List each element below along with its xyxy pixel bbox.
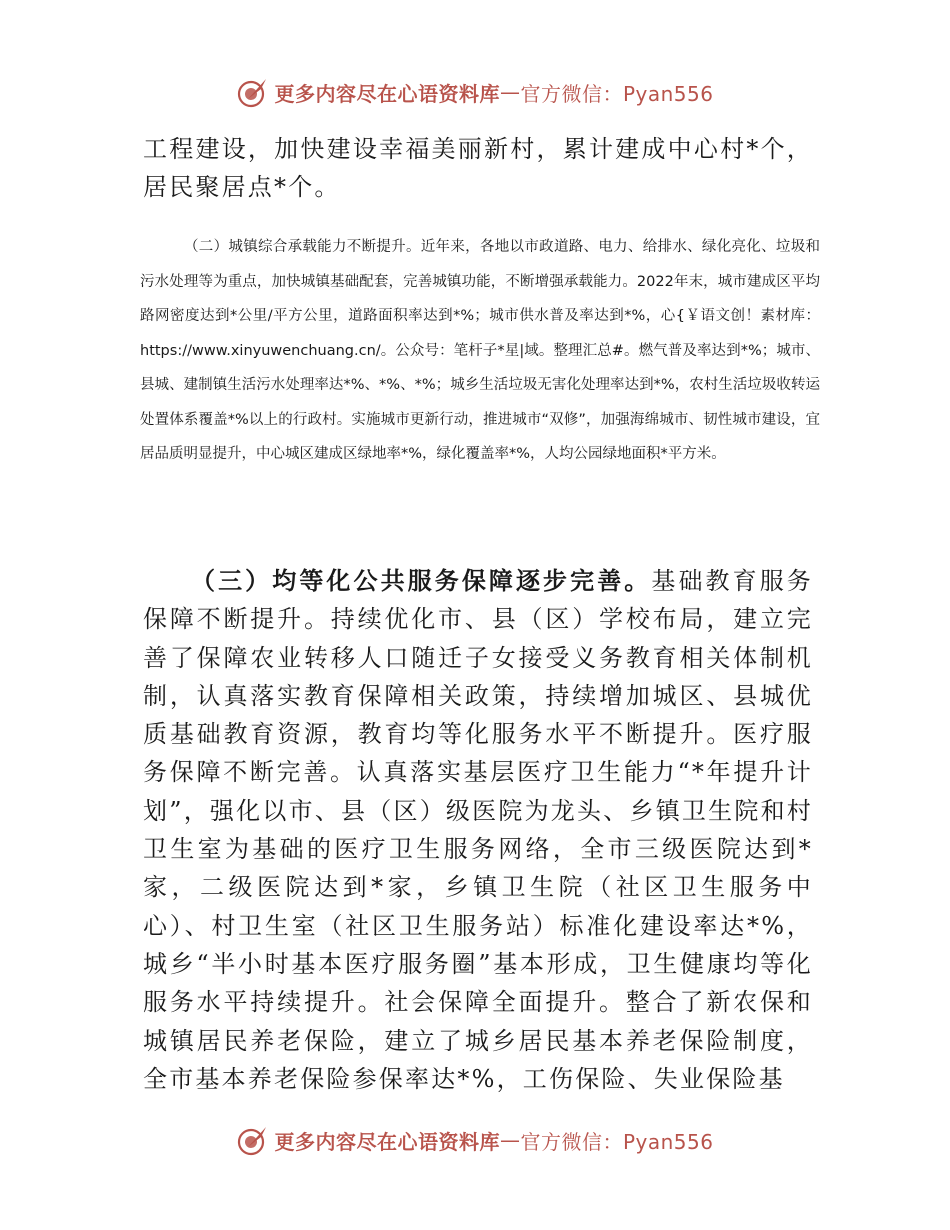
banner-brand-text: 更多内容尽在心语资料库 bbox=[274, 1129, 500, 1154]
banner-separator: — bbox=[499, 1128, 521, 1152]
banner-separator: — bbox=[499, 80, 521, 104]
feather-quill-icon bbox=[236, 75, 270, 109]
feather-quill-icon bbox=[236, 1123, 270, 1157]
banner-brand-text: 更多内容尽在心语资料库 bbox=[274, 81, 500, 106]
section-heading-public-services: （三）均等化公共服务保障逐步完善。 bbox=[191, 566, 652, 595]
paragraph-public-services bbox=[143, 562, 813, 1098]
banner-contact-text: 官方微信：Pyan556 bbox=[520, 1129, 714, 1154]
paragraph-urban-capacity: （二）城镇综合承载能力不断提升。近年来，各地以市政道路、电力、给排水、绿化亮化、垃圾和污水处理等为重点，加快城镇基础配套，完善城镇功能，不断增强承载能力。2022年末，城市建成区平均路网密度达到*公里/平方公里，道路面积率达到*%；城市供水普及率达到*%，心{￥语文创！素材库：https://www.xinyuwenchuang.cn/。公众号：笔杆子*星|域。整理汇总#。燃气普及率达到*%；城市、县城、建制镇生活污水处理率达*%、*%、*%；城乡生活垃圾无害化处理率达到*%，农村生活垃圾收转运处置体系覆盖*%以上的行政村。实施城市更新行动，推进城市“双修”，加强海绵城市、韧性城市建设，宜居品质明显提升，中心城区建成区绿地率*%，绿化覆盖率*%，人均公园绿地面积*平方米。 bbox=[140, 239, 820, 462]
footer-watermark-banner bbox=[0, 1120, 950, 1160]
paragraph-continuation: 工程建设，加快建设幸福美丽新村，累计建成中心村*个，居民聚居点*个。 bbox=[143, 135, 813, 202]
banner-contact-text: 官方微信：Pyan556 bbox=[520, 81, 714, 106]
paragraph-public-services-body: 基础教育服务保障不断提升。持续优化市、县（区）学校布局，建立完善了保障农业转移人口随迁子女接受义务教育相关体制机制，认真落实教育保障相关政策，持续增加城区、县城优质基础教育资源，教育均等化服务水平不断提升。医疗服务保障不断完善。认真落实基层医疗卫生能力“*年提升计划”，强化以市、县（区）级医院为龙头、乡镇卫生院和村卫生室为基础的医疗卫生服务网络，全市三级医院达到*家，二级医院达到*家，乡镇卫生院（社区卫生服务中心）、村卫生室（社区卫生服务站）标准化建设率达*%，城乡“半小时基本医疗服务圈”基本形成，卫生健康均等化服务水平持续提升。社会保障全面提升。整合了新农保和城镇居民养老保险，建立了城乡居民基本养老保险制度，全市基本养老保险参保率达*%，工伤保险、失业保险基 bbox=[143, 567, 813, 1093]
header-watermark-banner bbox=[0, 72, 950, 112]
